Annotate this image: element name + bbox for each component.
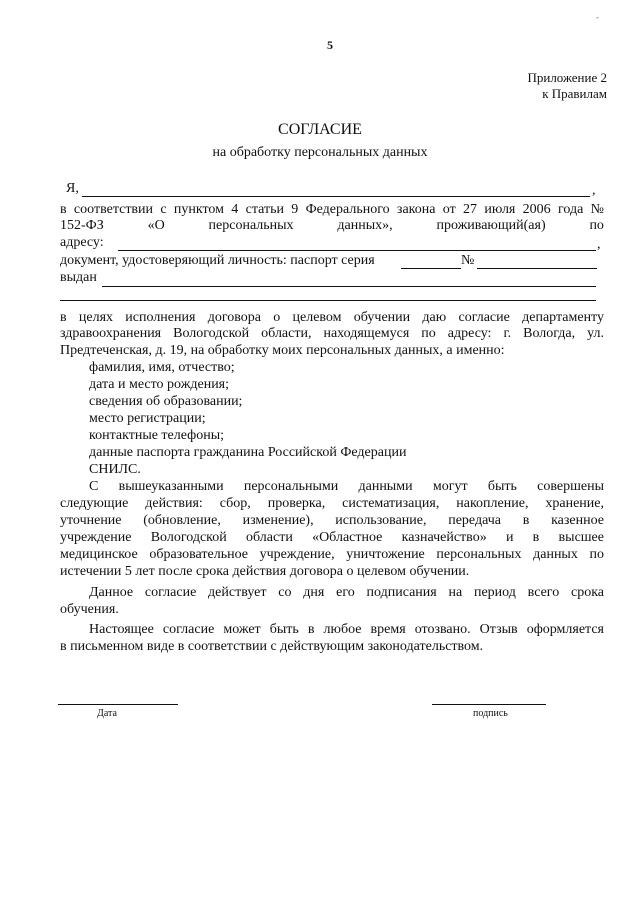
issued-field-line-2[interactable]: [60, 300, 596, 301]
data-item: СНИЛС.: [89, 462, 141, 477]
data-item: место регистрации;: [89, 411, 206, 426]
signature-label: подпись: [473, 708, 508, 719]
name-field-line[interactable]: [82, 196, 590, 197]
appendix-line-2: к Правилам: [542, 86, 607, 101]
law-line-2: [60, 218, 604, 234]
address-field-line[interactable]: [118, 250, 596, 251]
document-label: документ, удостоверяющий личность: паспорт серия: [60, 253, 375, 268]
passport-number-line[interactable]: [477, 268, 597, 269]
revocation-line-1: Настоящее согласие может быть в любое время отозвано. Отзыв оформляется: [89, 622, 604, 637]
issued-label: выдан: [60, 270, 97, 285]
law-word-residing: проживающий(ая): [436, 218, 546, 233]
consent-line-3: Предтеченская, д. 19, на обработку моих персональных данных, а именно:: [60, 343, 505, 358]
date-label: Дата: [97, 708, 117, 719]
document-title: СОГЛАСИЕ: [278, 121, 362, 138]
data-item: дата и место рождения;: [89, 377, 230, 392]
law-number: 152-ФЗ: [60, 218, 104, 233]
i-label: Я,: [66, 181, 79, 196]
actions-line-6: истечении 5 лет после срока действия договора о целевом обучении.: [60, 564, 470, 579]
document-subtitle: на обработку персональных данных: [212, 145, 428, 160]
consent-line-1: в целях исполнения договора о целевом обучении даю согласие департаменту: [60, 310, 604, 325]
actions-line-1: С вышеуказанными персональными данными могут быть совершены: [89, 479, 604, 494]
address-comma: ,: [597, 237, 601, 252]
validity-line-2: обучения.: [60, 602, 119, 617]
law-word-data: данных»,: [337, 218, 393, 233]
name-comma: ,: [592, 183, 596, 198]
data-item: контактные телефоны;: [89, 428, 224, 443]
data-item: фамилия, имя, отчество;: [89, 360, 235, 375]
law-word-o: «О: [147, 218, 165, 233]
actions-line-5: медицинское образовательное учреждение, уничтожение персональных данных по: [60, 547, 604, 562]
revocation-line-2: в письменном виде в соответствии с действующим законодательством.: [60, 639, 484, 654]
actions-line-3: уточнение (обновление, изменение), использование, передача в казенное: [60, 513, 604, 528]
law-word-personal: персональных: [208, 218, 294, 233]
actions-line-2: следующие действия: сбор, проверка, систематизация, накопление, хранение,: [60, 496, 604, 511]
actions-line-4: учреждение Вологодской области «Областное казначейство» и в высшее: [60, 530, 604, 545]
corner-mark: -: [596, 12, 599, 22]
law-word-by: по: [589, 218, 604, 233]
date-signature-line[interactable]: [58, 704, 178, 705]
appendix-line-1: Приложение 2: [527, 70, 607, 85]
number-sign: №: [461, 253, 475, 268]
consent-line-2: здравоохранения Вологодской области, находящемуся по адресу: г. Вологда, ул.: [60, 326, 604, 341]
law-line-1: в соответствии с пунктом 4 статьи 9 Федерального закона от 27 июля 2006 года №: [60, 202, 604, 217]
issued-field-line[interactable]: [102, 286, 596, 287]
validity-line-1: Данное согласие действует со дня его подписания на период всего срока: [89, 585, 604, 600]
data-item: данные паспорта гражданина Российской Федерации: [89, 445, 407, 460]
passport-series-line[interactable]: [401, 268, 461, 269]
data-item: сведения об образовании;: [89, 394, 243, 409]
address-label: адресу:: [60, 235, 104, 250]
page-number: 5: [327, 38, 333, 52]
signature-line[interactable]: [432, 704, 546, 705]
